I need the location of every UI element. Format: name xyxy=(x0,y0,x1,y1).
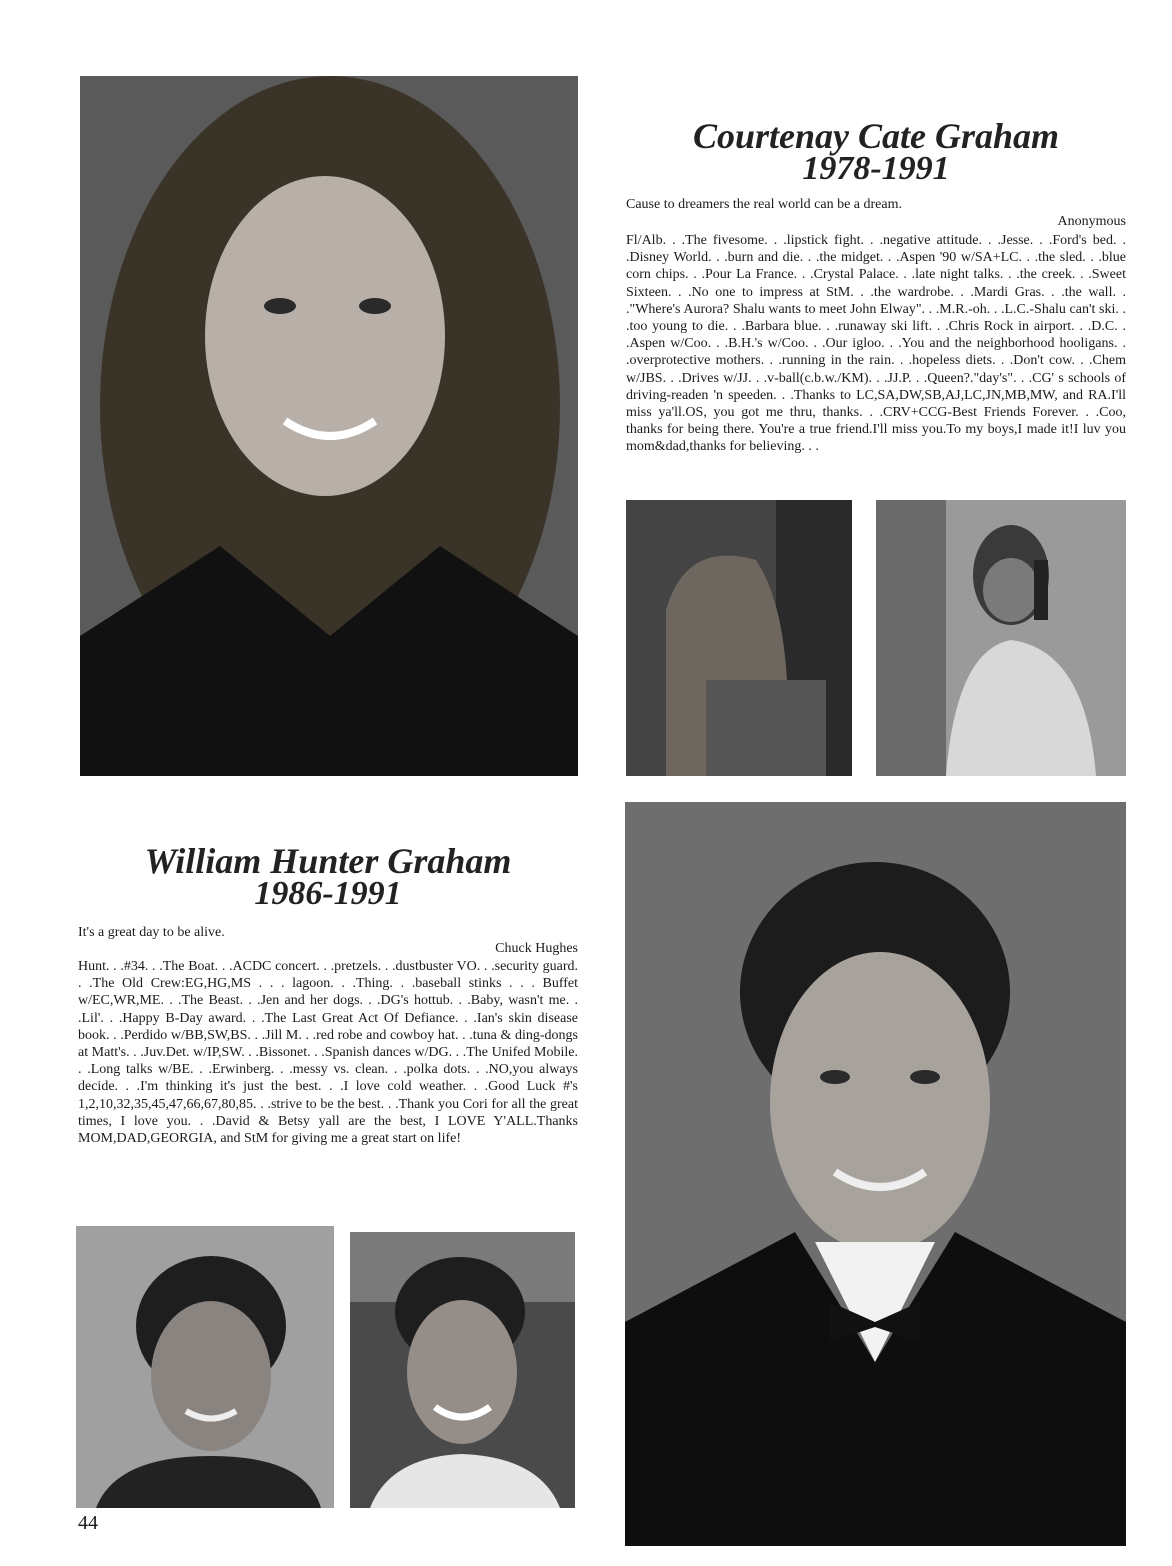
william-candid-photo-left xyxy=(76,1226,334,1508)
william-memories-text: Hunt. . .#34. . .The Boat. . .ACDC concert. . .pretzels. . .dustbuster VO. . .security guard. . .The Old Crew:EG,HG,MS . . . lagoon. . .Thing. . .baseball stinks . . . Buffet w/EC,WR,ME. . .The Beast. . .Jen and her dogs. . .DG's hottub. . .Baby, wasn't me. . .Lil'. . .Happy B-Day award. . .The Last Great Act Of Defiance. . .Ian's skin disease book. . .Perdido w/BB,SW,BS. . .Jill M. . .red robe and cowboy hat. . .tuna & ding-dongs at Matt's. . .Juv.Det. w/IP,SW. . .Bissonet. . .Spanish dances w/DG. . .The Unifed Mobile. . .Long talks w/BE. . .Erwinberg. . .messy vs. clean. . .polka dots. . .NO,you always decide. . .I'm thinking it's just the best. . .I love cold weather. . .Good Luck #'s 1,2,10,32,35,45,47,66,67,80,85. . .strive to be the best. . .Thank you Cori for all the great times, I love you. . .David & Betsy yall are the best, I LOVE Y'ALL.Thanks MOM,DAD,GEORGIA, and StM for giving me a great start on life! xyxy=(78,959,578,1147)
courtenay-quote-attribution: Anonymous xyxy=(1057,214,1126,229)
courtenay-portrait-photo xyxy=(80,76,578,776)
courtenay-years: 1978-1991 xyxy=(802,150,950,187)
william-quote-attribution: Chuck Hughes xyxy=(495,941,578,956)
courtenay-name: Courtenay Cate Graham xyxy=(692,116,1060,156)
courtenay-candid-photo-right xyxy=(876,500,1126,776)
william-portrait-photo xyxy=(625,802,1126,1546)
page-number: 44 xyxy=(78,1512,98,1534)
courtenay-memories-text: Fl/Alb. . .The fivesome. . .lipstick fight. . .negative attitude. . .Jesse. . .Ford's bed. . .Disney World. . .burn and die. . .the midget. . .Aspen '90 w/SA+LC. . .the sled. . .blue corn chips. . .Pour La France. . .Crystal Palace. . .late night talks. . .the creek. . .Sweet Sixteen. . .No one to impress at StM. . .the wardrobe. . .Mardi Gras. . .the wall. . ."Where's Aurora? Shalu wants to meet John Elway". . .M.R.-oh. . .L.C.-Shalu can't ski. . .too young to die. . .Barbara blue. . .runaway ski lift. . .Chris Rock in airport. . .D.C. . .Aspen w/Coo. . .B.H.'s w/Coo. . .Our igloo. . .You and the neighborhood hooligans. . .overprotective mothers. . .running in the rain. . .hopeless diets. . .Don't cow. . .Chem w/JBS. . .Drives w/JJ. . .v-ball(c.b.w./KM). . .JJ.P. . .Queen?."day's". . .CG' s schools of driving-readen 'n speeden. . .Thanks to LC,SA,DW,SB,AJ,LC,JN,MB,MW, and RA.I'll miss ya'll.OS, you got me thru, thanks. . .CRV+CCG-Best Friends Forever. . .Coo, thanks for being there. You're a true friend.I'll miss you.To my boys,I made it!I luv you mom&dad,thanks for believing. . . xyxy=(626,233,1126,455)
william-candid-photo-right xyxy=(350,1232,575,1508)
william-name: William Hunter Graham xyxy=(144,841,512,881)
courtenay-quote: Cause to dreamers the real world can be a dream. xyxy=(626,197,902,212)
william-quote: It's a great day to be alive. xyxy=(78,925,225,940)
william-years: 1986-1991 xyxy=(254,875,402,912)
courtenay-candid-photo-left xyxy=(626,500,852,776)
